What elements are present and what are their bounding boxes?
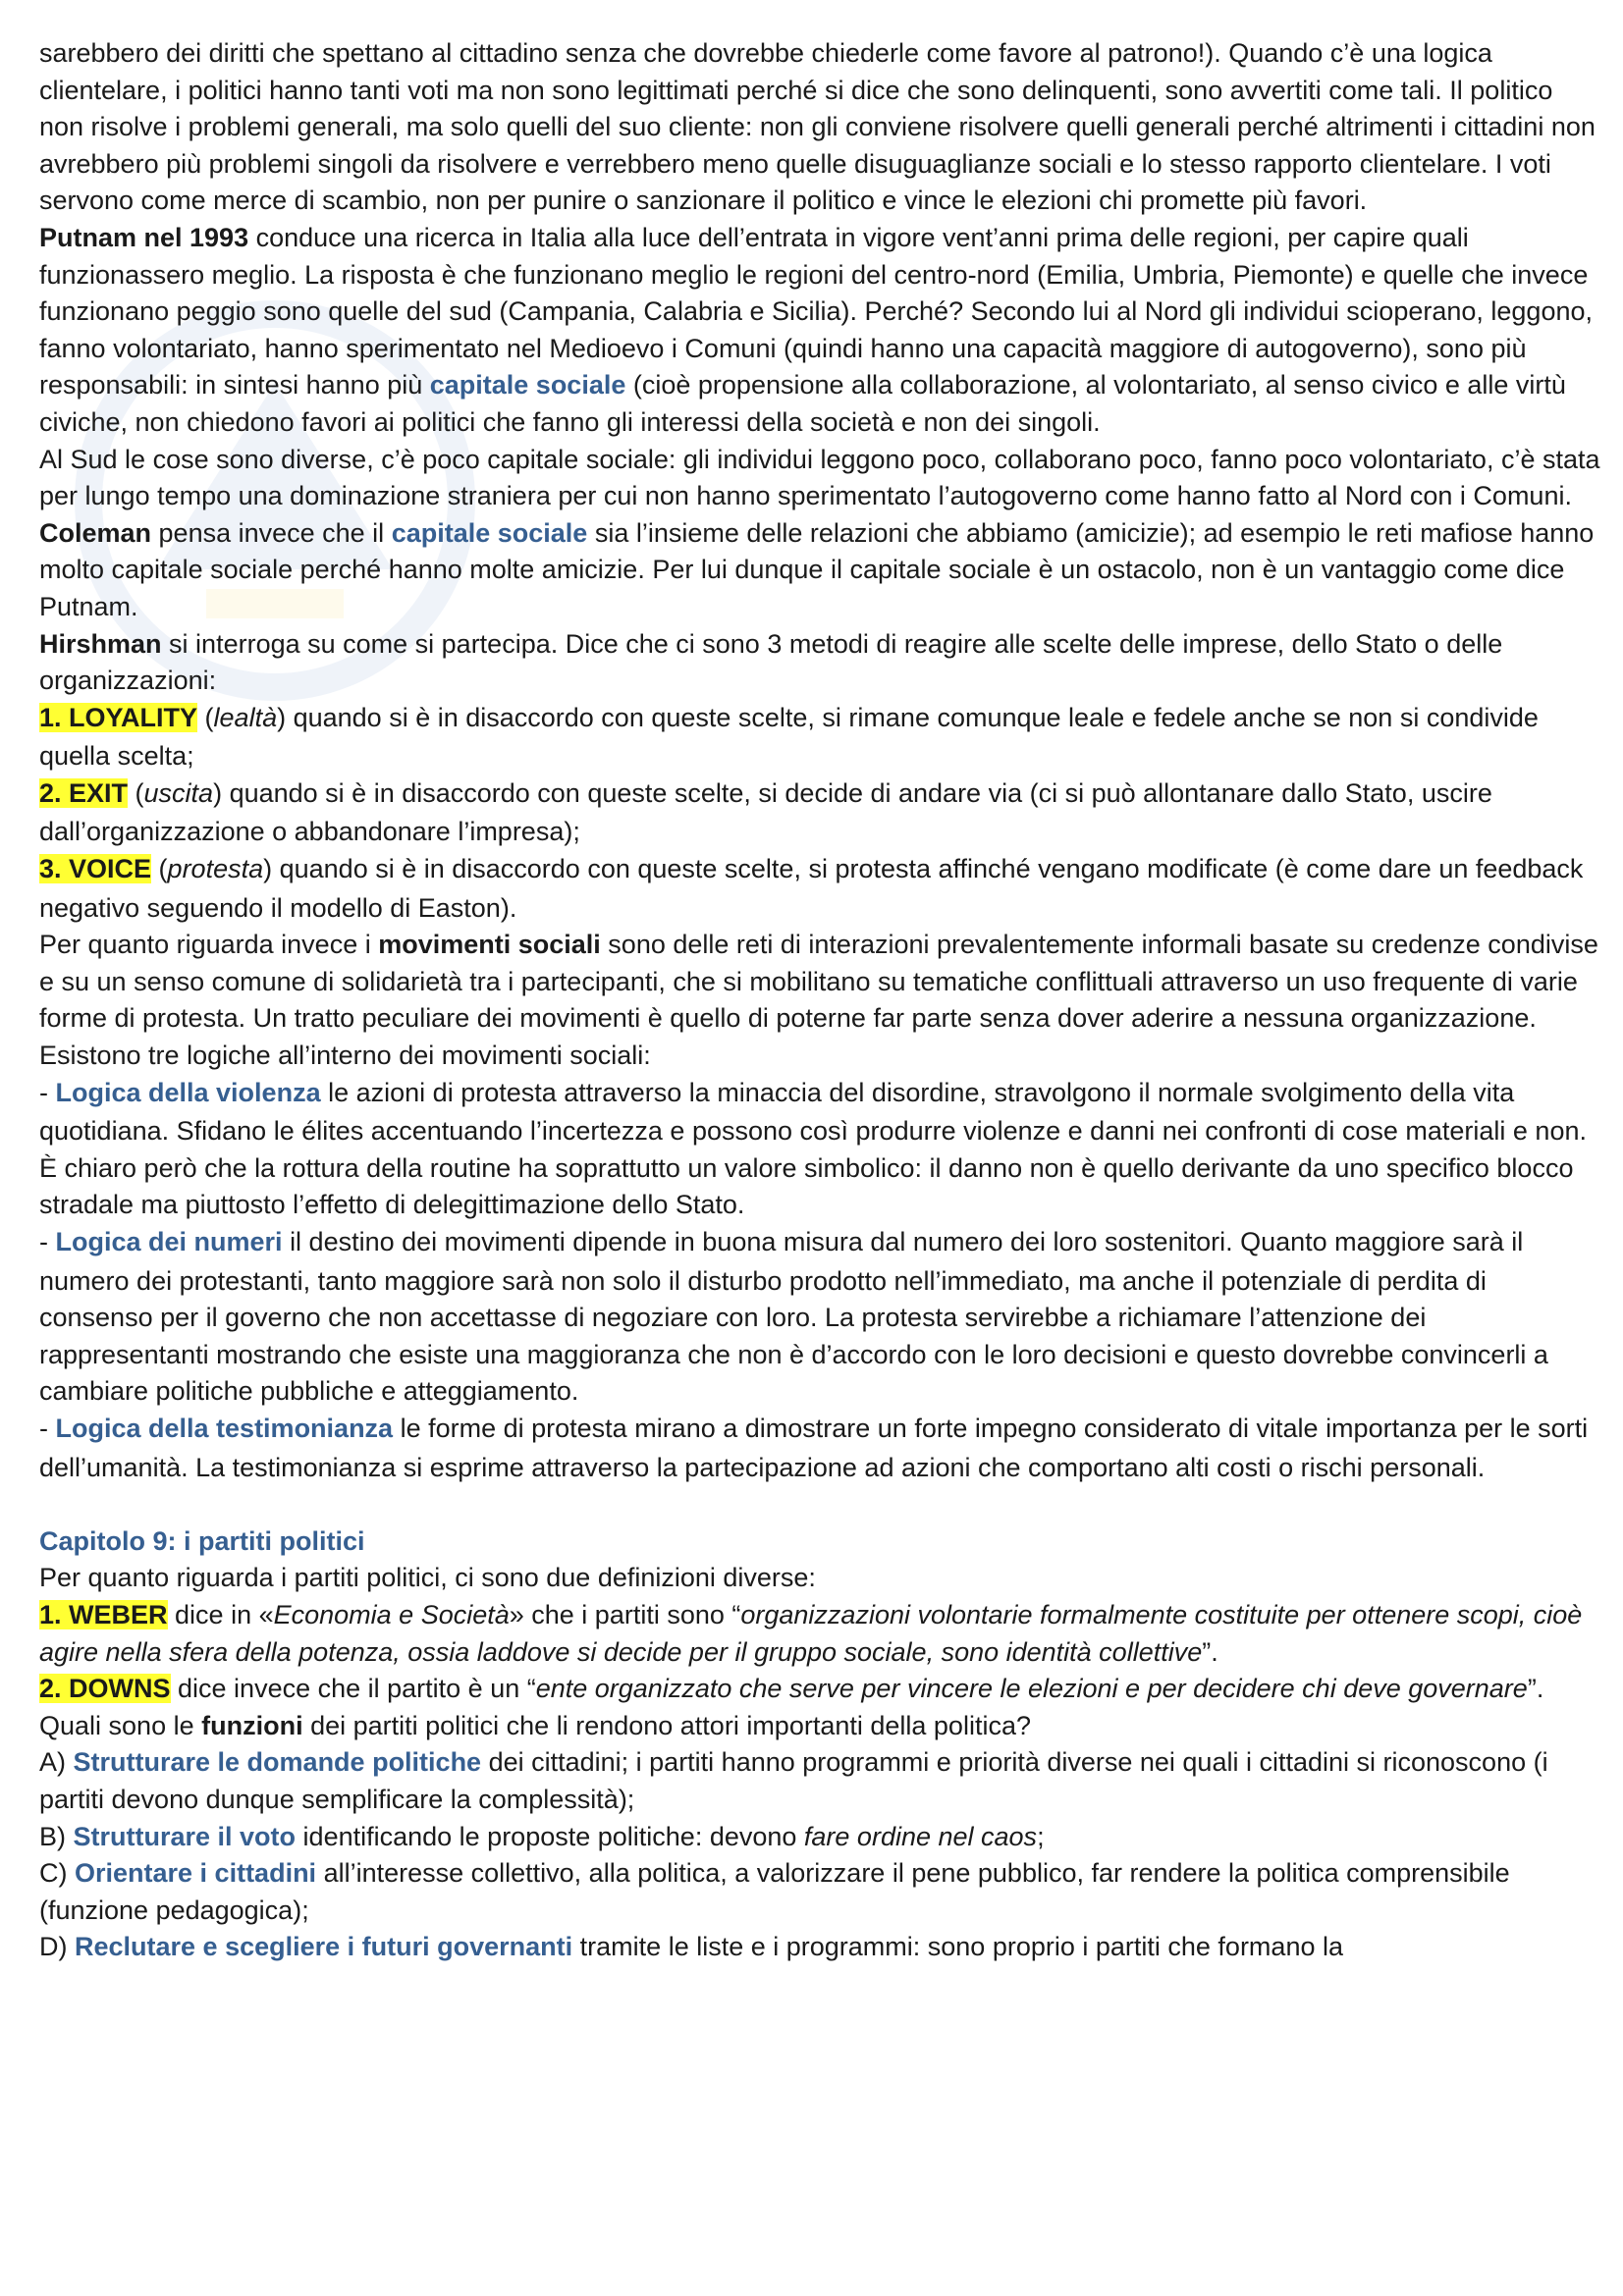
method-item: 2. EXIT (uscita) quando si è in disaccordo con queste scelte, si decide di andare via (ci si può allontanare dallo Stato, uscire dall’organizzazione o abbandonare l’impresa); [39, 777, 1492, 847]
logica-name: Logica della violenza [55, 1077, 321, 1107]
paragraph-coleman: Coleman pensa invece che il capitale sociale sia l’insieme delle relazioni che abbiamo (amicizie); ad esempio le reti mafiose hanno molto capitale sociale perché hanno molte amicizie. Per lui dunque il capitale sociale è un ostacolo, non è un vantaggio come dice Putnam. [39, 517, 1595, 621]
logiche-intro: Esistono tre logiche all’interno dei movimenti sociali: [39, 1041, 651, 1071]
spacer [39, 1486, 1600, 1523]
method-item: 3. VOICE (protesta) quando si è in disaccordo con queste scelte, si protesta affinché vengano modificate (è come dare un feedback negativo seguendo il modello di Easton). [39, 854, 1584, 923]
funzione-name: Strutturare le domande politiche [73, 1747, 482, 1778]
method-item: 1. LOYALITY (lealtà) quando si è in disaccordo con queste scelte, si rimane comunque leale e fedele anche se non si condivide quella scelta; [39, 702, 1539, 772]
definition-downs: 2. DOWNS dice invece che il partito è un “ente organizzato che serve per vincere le elezioni e per decidere chi deve governare”. [39, 1674, 1544, 1704]
funzione-item: A) Strutturare le domande politiche dei cittadini; i partiti hanno programmi e priorità diverse nei quali i cittadini si riconoscono (i partiti devono dunque semplificare la complessità); [39, 1747, 1548, 1814]
logica-name: Logica della testimonianza [55, 1413, 394, 1443]
funzioni-question: Quali sono le funzioni dei partiti politici che li rendono attori importanti della politica? [39, 1710, 1031, 1740]
partiti-intro: Per quanto riguarda i partiti politici, ci sono due definizioni diverse: [39, 1563, 816, 1593]
paragraph-hirshman: Hirshman si interroga su come si partecipa. Dice che ci sono 3 metodi di reagire alle scelte delle imprese, dello Stato o delle organizzazioni: [39, 628, 1503, 696]
method-label: 1. LOYALITY [39, 702, 198, 732]
funzione-item: B) Strutturare il voto identificando le proposte politiche: devono fare ordine nel caos; [39, 1821, 1045, 1851]
funzione-item: C) Orientare i cittadini all’interesse collettivo, alla politica, a valorizzare il pene pubblico, far rendere la politica comprensibile (funzione pedagogica); [39, 1858, 1510, 1925]
funzione-name: Reclutare e scegliere i futuri governanti [75, 1932, 573, 1962]
term-capitale-sociale: capitale sociale [429, 370, 626, 400]
funzione-name: Strutturare il voto [73, 1821, 297, 1851]
definition-weber: 1. WEBER dice in «Economia e Società» che i partiti sono “organizzazioni volontarie formalmente costituite per ottenere scopi, cioè agire nella sfera della potenza, ossia laddove si decide per il gruppo sociale, sono identità collettive”. [39, 1599, 1583, 1667]
funzione-name: Orientare i cittadini [75, 1858, 317, 1889]
paragraph-movimenti: Per quanto riguarda invece i movimenti sociali sono delle reti di interazioni prevalentemente informali basate su credenze condivise e su un senso comune di solidarietà tra i partecipanti, che si mobilitano su tematiche conflittuali attraverso un uso frequente di varie forme di protesta. Un tratto peculiare dei movimenti è quello di poterne far parte senza dover aderire a nessuna organizzazione. [39, 930, 1598, 1034]
term-capitale-sociale: capitale sociale [391, 517, 588, 548]
chapter-heading: Capitolo 9: i partiti politici [39, 1525, 365, 1556]
coleman-name: Coleman [39, 517, 152, 548]
paragraph-putnam: Putnam nel 1993 conduce una ricerca in Italia alla luce dell’entrata in vigore vent’anni prima delle regioni, per capire quali funzionassero meglio. La risposta è che funzionano meglio le regioni del centro-nord (Emilia, Umbria, Piemonte) e quelle che invece funzionano peggio sono quelle del sud (Campania, Calabria e Sicilia). Perché? Secondo lui al Nord gli individui scioperano, leggono, fanno volontariato, hanno sperimentato nel Medioevo i Comuni (quindi hanno una capacità maggiore di autogoverno), sono più responsabili: in sintesi hanno più capitale sociale (cioè propensione alla collaborazione, al volontariato, al senso civico e alle virtù civiche, non chiedono favori ai politici che fanno gli interessi della società e non dei singoli. [39, 222, 1593, 437]
method-label: 2. EXIT [39, 777, 129, 808]
document-page [39, 35, 1600, 1966]
method-label: 3. VOICE [39, 854, 152, 884]
logica-item: - Logica della testimonianza le forme di protesta mirano a dimostrare un forte impegno considerato di vitale importanza per le sorti dell’umanità. La testimonianza si esprime attraverso la partecipazione ad azioni che comportano alti costi o rischi personali. [39, 1413, 1589, 1482]
definition-label: 1. WEBER [39, 1599, 168, 1629]
putnam-name: Putnam nel 1993 [39, 222, 249, 252]
definition-label: 2. DOWNS [39, 1674, 171, 1704]
paragraph-clientelismo: sarebbero dei diritti che spettano al cittadino senza che dovrebbe chiederle come favore al patrono!). Quando c’è una logica clientelare, i politici hanno tanti voti ma non sono legittimati perché si dice che sono delinquenti, sono avvertiti come tali. Il politico non risolve i problemi generali, ma solo quelli del suo cliente: non gli conviene risolvere quelli generali perché altrimenti i cittadini non avrebbero più problemi singoli da risolvere e verrebbero meno quelle disuguaglianze sociali e lo stesso rapporto clientelare. I voti servono come merce di scambio, non per punire o sanzionare il politico e vince le elezioni chi promette più favori. [39, 38, 1596, 216]
logica-item: - Logica dei numeri il destino dei movimenti dipende in buona misura dal numero dei loro sostenitori. Quanto maggiore sarà il numero dei protestanti, tanto maggiore sarà non solo il disturbo prodotto nell’immediato, ma anche il potenziale di perdita di consenso per il governo che non accettasse di negoziare con loro. La protesta servirebbe a richiamare l’attenzione dei rappresentanti mostrando che esiste una maggioranza che non è d’accordo con le loro decisioni e questo dovrebbe convincerli a cambiare politiche pubbliche e atteggiamento. [39, 1227, 1548, 1407]
funzione-item: D) Reclutare e scegliere i futuri governanti tramite le liste e i programmi: sono proprio i partiti che formano la [39, 1932, 1343, 1962]
logica-name: Logica dei numeri [55, 1227, 283, 1256]
paragraph-sud: Al Sud le cose sono diverse, c’è poco capitale sociale: gli individui leggono poco, collaborano poco, fanno poco volontariato, c’è stata per lungo tempo una dominazione straniera per cui non hanno sperimentato l’autogoverno come hanno fatto al Nord con i Comuni. [39, 444, 1600, 511]
hirshman-name: Hirshman [39, 628, 162, 659]
logica-item: - Logica della violenza le azioni di protesta attraverso la minaccia del disordine, stravolgono il normale svolgimento della vita quotidiana. Sfidano le élites accentuando l’incertezza e possono così produrre violenze e danni nei confronti di cose materiali e non. È chiaro però che la rottura della routine ha soprattutto un valore simbolico: il danno non è quello derivante da uno specifico blocco stradale ma piuttosto l’effetto di delegittimazione dello Stato. [39, 1077, 1587, 1220]
